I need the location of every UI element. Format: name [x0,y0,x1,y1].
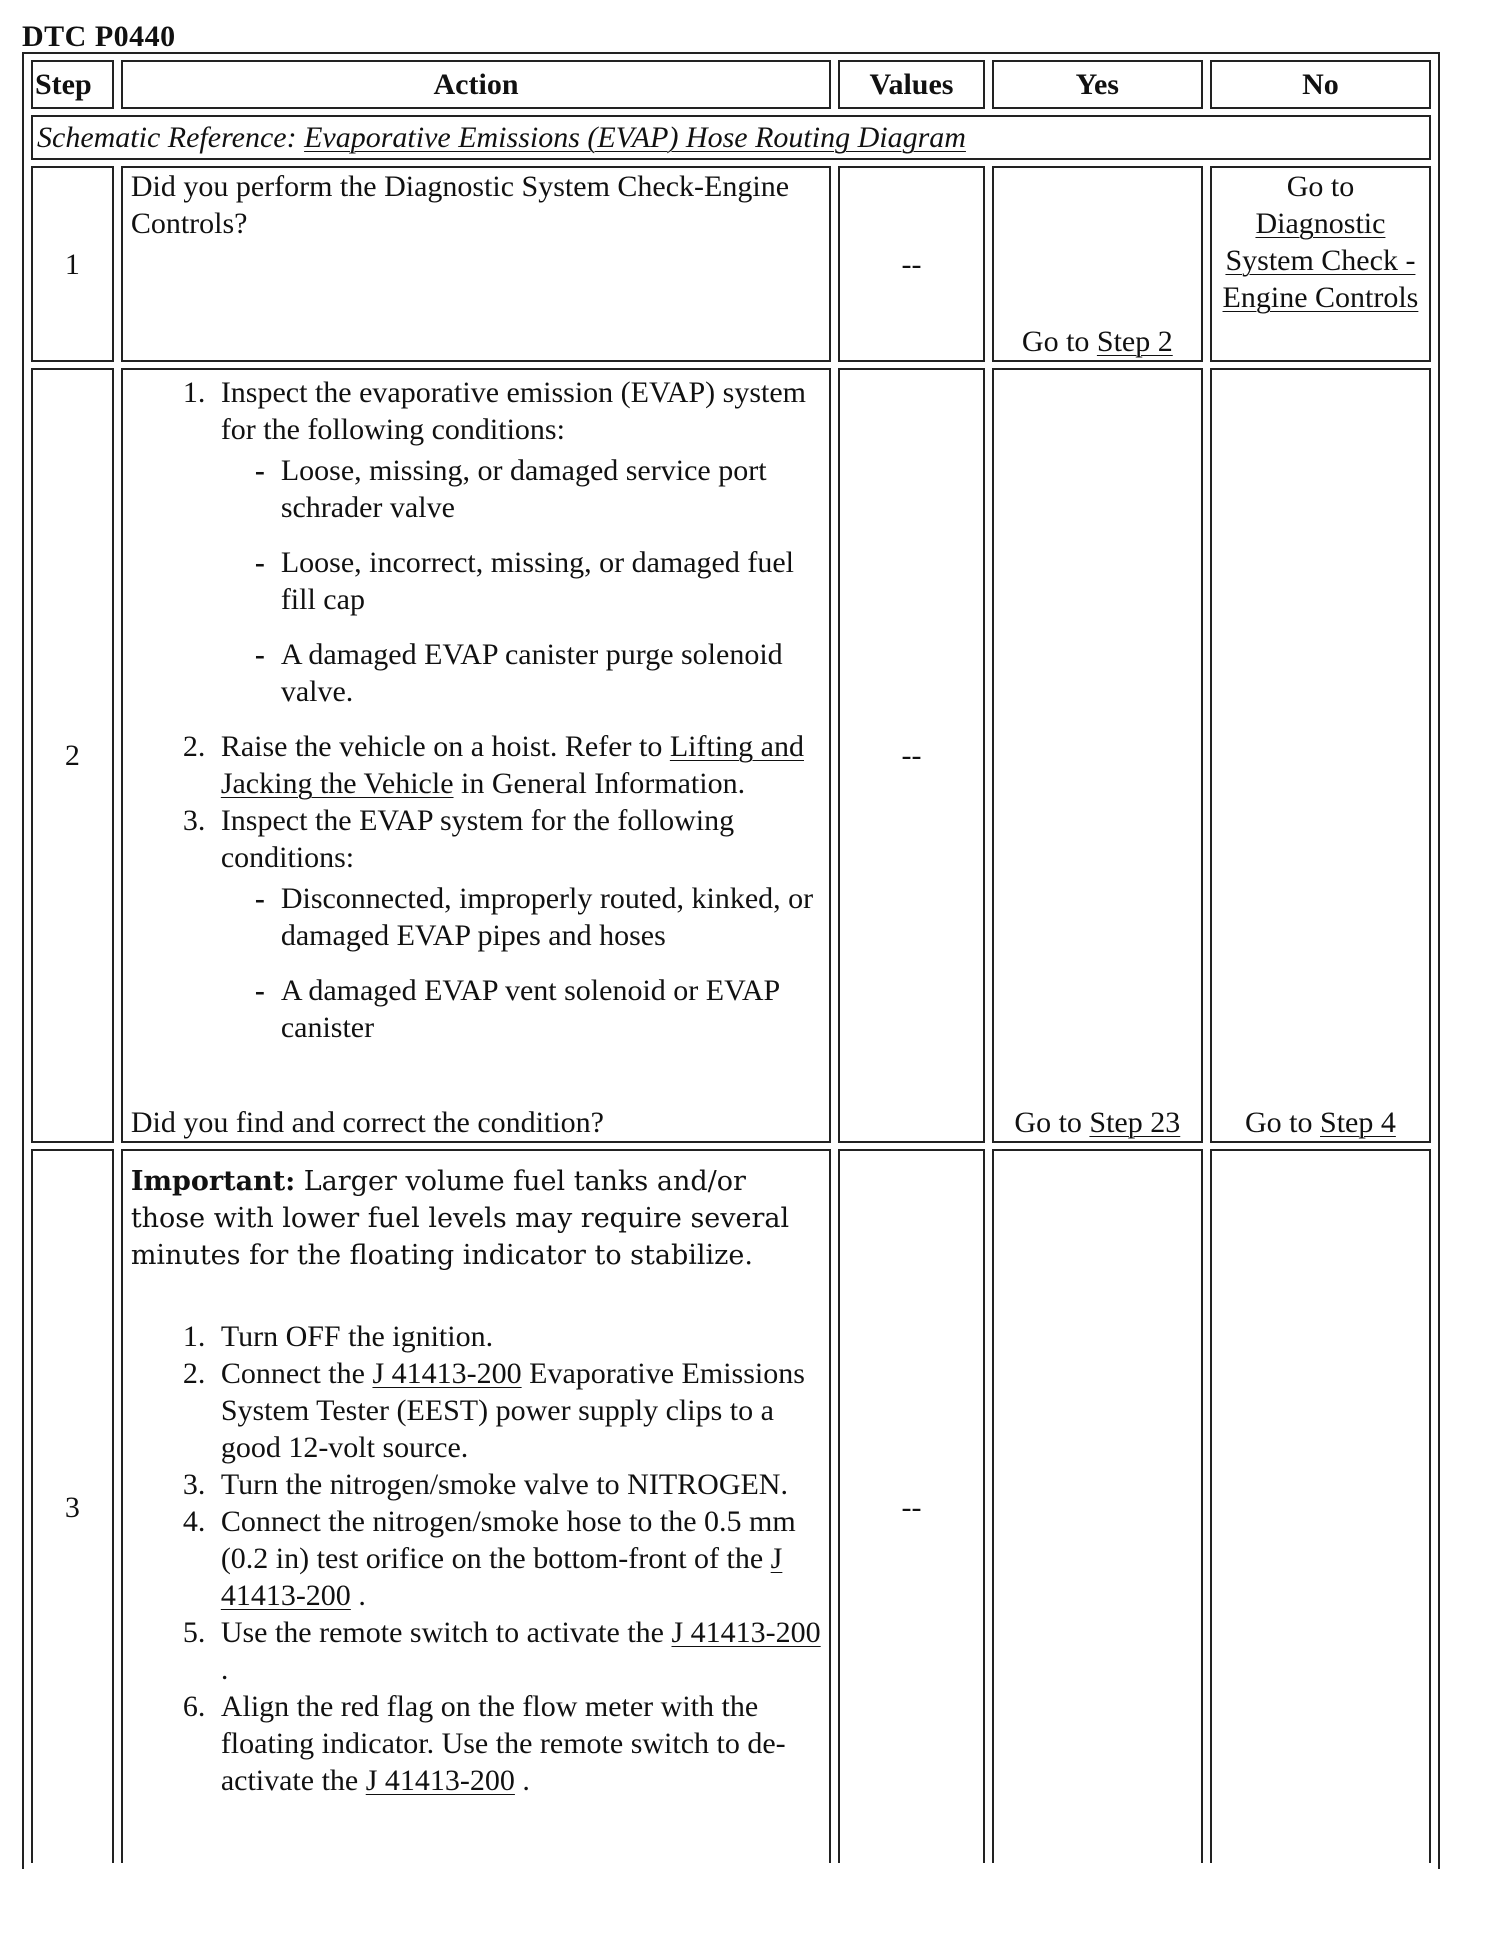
item-text: Raise the vehicle on a hoist. Refer to [220,730,670,763]
item-text: Use the remote switch to activate the [220,1616,672,1649]
item-text: Align the red flag on the flow meter with the floating indicator. Use the remote switch to de-activate the [220,1690,786,1797]
schematic-link[interactable]: Evaporative Emissions (EVAP) Hose Routing Diagram [304,121,966,154]
no-cell [1210,166,1431,362]
schematic-label: Schematic Reference: [37,121,305,154]
list-item: 1. Turn OFF the ignition. [213,1318,821,1355]
condition-list [221,880,821,1046]
action-cell [121,1149,831,1863]
item-text: Connect the [220,1357,373,1390]
j41413-200-link[interactable]: J 41413-200 [365,1764,515,1797]
action-steps [131,374,821,1046]
yes-cell [992,1149,1203,1863]
diagnostic-table [22,52,1440,1869]
yes-prefix: Go to [1014,1106,1090,1139]
action-cell [121,368,831,1143]
action-steps [131,1318,821,1799]
condition-list [221,452,821,710]
important-label: Important: [130,1166,296,1197]
no-cell [1210,1149,1431,1863]
item-text: in General Information. [453,767,746,800]
yes-cell [992,368,1203,1143]
list-item: 3. Turn the nitrogen/smoke valve to NITROGEN. [213,1466,821,1503]
header-action: Action [121,60,831,109]
lifting-jacking-link[interactable]: Lifting and Jacking the Vehicle [220,730,804,800]
item-text: . [220,1653,229,1686]
action-text: Did you perform the Diagnostic System Check-Engine Controls? [130,170,790,240]
list-item [213,1355,821,1466]
header-yes: Yes [992,60,1203,109]
no-prefix: Go to [1245,1106,1321,1139]
step-number: 1 [31,166,114,362]
header-values: Values [838,60,985,109]
schematic-reference [31,115,1431,160]
list-item: - Disconnected, improperly routed, kinked, or damaged EVAP pipes and hoses [251,880,821,954]
important-text: Larger volume fuel tanks and/or those with lower fuel levels may require several minutes for the floating indicator to stabilize. [130,1166,790,1271]
yes-prefix: Go to [1021,325,1097,358]
schematic-row [31,115,1431,160]
diagnostic-system-check-link[interactable]: Diagnostic System Check - Engine Controls [1222,207,1419,314]
important-note [131,1163,821,1274]
no-cell [1210,368,1431,1143]
step-number: 2 [31,368,114,1143]
j41413-200-link[interactable]: J 41413-200 [671,1616,821,1649]
item-text: Inspect the evaporative emission (EVAP) system for the following conditions: [220,376,806,446]
header-no: No [1210,60,1431,109]
step-number: 3 [31,1149,114,1863]
yes-cell [992,166,1203,362]
item-text: Inspect the EVAP system for the following conditions: [220,804,735,874]
list-item: - Loose, missing, or damaged service port schrader valve [251,452,821,526]
list-item: - A damaged EVAP vent solenoid or EVAP canister [251,972,821,1046]
item-text: . [514,1764,530,1797]
list-item: - A damaged EVAP canister purge solenoid valve. [251,636,821,710]
header-step: Step [31,60,114,109]
list-item [213,1503,821,1614]
values-cell: -- [838,166,985,362]
header-row [31,60,1431,109]
table-row [31,1149,1431,1863]
list-item [213,1688,821,1799]
list-item [213,1614,821,1688]
go-to-step-4-link[interactable]: Step 4 [1320,1106,1396,1139]
j41413-200-link[interactable]: J 41413-200 [220,1542,783,1612]
list-item [213,728,821,802]
question-text: Did you find and correct the condition? [130,1106,605,1139]
item-text: Evaporative Emissions System Tester (EEST) power supply clips to a good 12-volt source. [220,1357,805,1464]
j41413-200-link[interactable]: J 41413-200 [372,1357,522,1390]
item-text: . [350,1579,366,1612]
table-row [31,368,1431,1143]
values-cell: -- [838,1149,985,1863]
go-to-step-2-link[interactable]: Step 2 [1096,325,1173,358]
action-cell [121,166,831,362]
table-row [31,166,1431,362]
item-text: Connect the nitrogen/smoke hose to the 0.5 mm (0.2 in) test orifice on the bottom-front of the [220,1505,796,1575]
values-cell: -- [838,368,985,1143]
no-prefix: Go to [1286,170,1355,203]
list-item: - Loose, incorrect, missing, or damaged fuel fill cap [251,544,821,618]
list-item [213,374,821,710]
list-item [213,802,821,1046]
go-to-step-23-link[interactable]: Step 23 [1089,1106,1181,1139]
document-title: DTC P0440 [22,20,176,53]
